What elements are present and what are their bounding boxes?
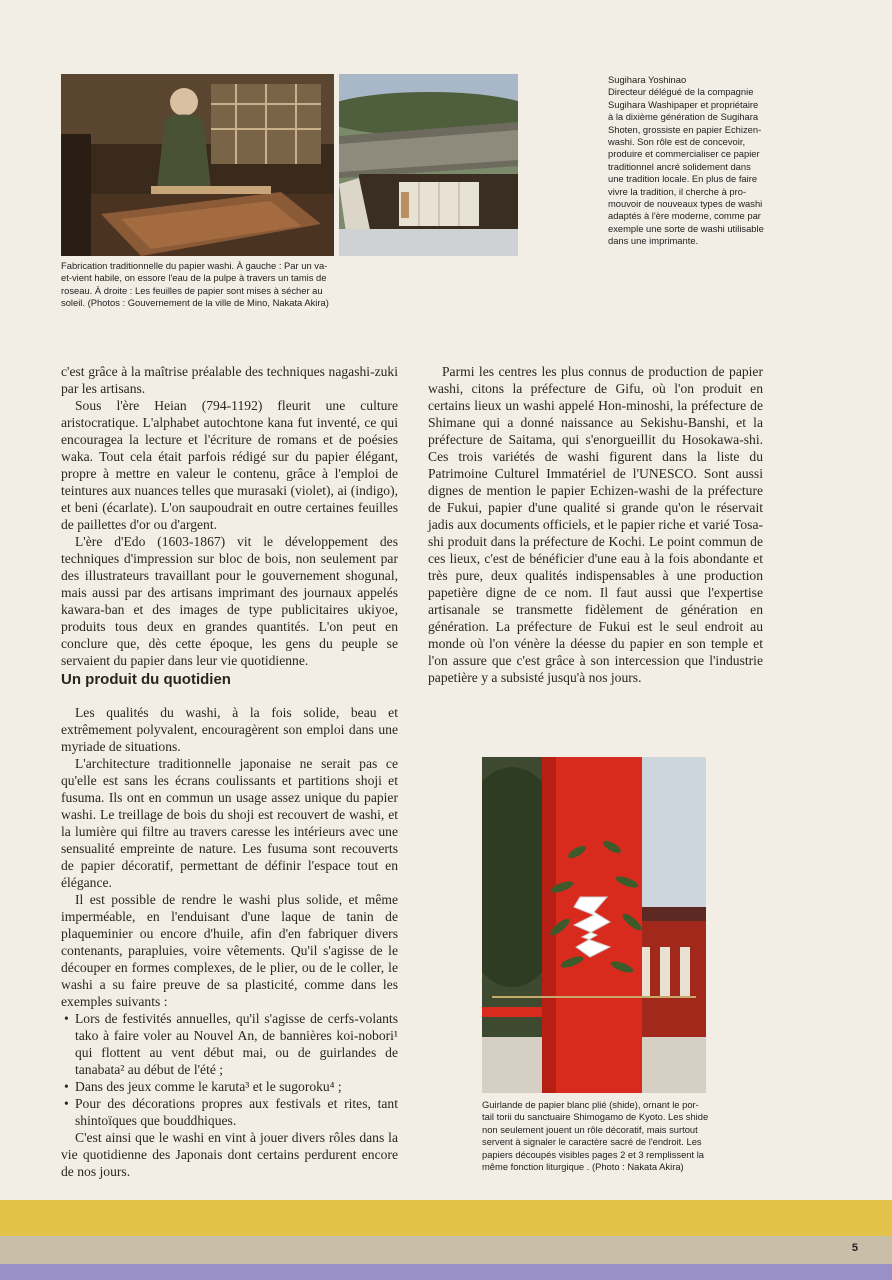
paragraph: Parmi les centres les plus connus de production de papier washi, citons la préfecture de Gifu, où l'on produit en certains lieux un washi appelé Hon-minoshi, la préfecture de Shimane qui a donné naissance au Sekishu-Banshi, et la préfecture de Saitama, qui s'enorgueillit du Hosokawa-shi. Ces trois variétés de washi figurent dans la liste du Patrimoine Culturel Immatériel de l'UNESCO. Sont aussi dignes de mention le papier Echizen-washi de la préfecture de Fukui, papier d'une qualité si grande qu'on le réservait jadis aux documents officiels, et le papier riche et varié Tosa-shi produit dans la préfecture de Kochi. Le point commun de ces lieux, c'est de bénéficier d'une eau à la fois abondante et très pure, deux qualités indispensables à une production papetière digne de ce nom. Il faut aussi que l'expertise artisanale se transmette fidèlement de génération en génération. La préfecture de Fukui est le seul endroit au monde où l'on vénère la déesse du papier en son temple et l'on assure que c'est grâce à son intercession que l'industrie papetière y a subsisté jusqu'à nos jours.	[428, 364, 763, 685]
sugihara-line: traditionnel ancré solidement dans	[608, 160, 751, 172]
sugihara-line: Shoten, grossiste en papier Echizen-	[608, 123, 762, 135]
paper-drying-photo	[339, 74, 518, 256]
torii-caption-line: même fonction liturgique . (Photo : Nakata Akira)	[482, 1161, 684, 1173]
list-item: • Dans des jeux comme le karuta³ et le sugoroku⁴ ;	[61, 1078, 398, 1095]
sugihara-line: adaptés à l'ère moderne, comme par	[608, 210, 761, 222]
paragraph: L'ère d'Edo (1603-1867) vit le développement des techniques d'impression sur bloc de bois, non seulement par des illustrateurs travaillant pour le gouvernement shogunal, mais aussi par des artisans imprimant des journaux appelés kawara-ban et des images de type publicitaires ukiyoe, produits tous deux en grandes quantités. L'on peut en conclure que, dès cette époque, les gens du peuple se servaient du papier dans leur vie quotidienne.	[61, 534, 398, 668]
sugihara-line: washi. Son rôle est de concevoir,	[608, 136, 746, 148]
yellow-paper-band	[0, 1200, 892, 1240]
top-caption-line: Fabrication traditionnelle du papier washi. À gauche : Par un va-	[61, 260, 328, 271]
purple-paper-band	[0, 1264, 892, 1280]
sugihara-caption	[608, 74, 766, 248]
left-column-bottom	[61, 704, 398, 1180]
papermaking-photo	[61, 74, 334, 256]
torii-caption-line: papiers découpés visibles pages 2 et 3 remplissent la	[482, 1148, 705, 1160]
paragraph: Sous l'ère Heian (794-1192) fleurit une culture aristocratique. L'alphabet autochtone kana fut inventé, ce qui encouragea la lecture et l'écriture de romans et de poésies waka. Tout cela était parfois rédigé sur du papier élégant, propre à mettre en valeur le contenu, grâce à l'emploi de teintures aux nuances telles que murasaki (violet), ai (indigo), et beni (écarlate). L'on saupoudrait en outre certaines feuilles de paillettes d'or ou d'argent.	[61, 398, 398, 532]
top-photo-caption	[61, 260, 334, 310]
paragraph: L'architecture traditionnelle japonaise ne serait pas ce qu'elle est sans les écrans coulissants et partitions shoji et fusuma. Ils ont en commun un usage assez unique du papier washi. Le treillage de bois du shoji est recouvert de washi, et la lumière qui filtre au travers caresse les intérieurs avec une sensualité empreinte de nature. Les fusuma sont recouverts de papier décoratif, permettant de définir l'espace tout en élégance.	[61, 756, 398, 890]
paragraph: C'est ainsi que le washi en vint à jouer divers rôles dans la vie quotidienne des Japonais dont certains perdurent encore de nos jours.	[61, 1130, 398, 1179]
torii-caption-line: tail torii du sanctuaire Shimogamo de Kyoto. Les shide	[482, 1111, 709, 1123]
sugihara-line: Sugihara Washipaper et propriétaire	[608, 98, 759, 110]
paragraph: Les qualités du washi, à la fois solide, beau et extrêmement polyvalent, encouragèrent son emploi dans une myriade de situations.	[61, 705, 398, 754]
torii-shide-photo	[482, 757, 706, 1093]
speckled-paper-band	[0, 1236, 892, 1266]
paragraph: c'est grâce à la maîtrise préalable des techniques nagashi-zuki par les artisans.	[61, 364, 398, 396]
list-item: • Lors de festivités annuelles, qu'il s'agisse de cerfs-volants tako à faire voler au Nouvel An, de bannières koi-nobori¹ qui flottent au vent début mai, ou de guirlandes de tanabata² au début de l'été ;	[61, 1010, 398, 1078]
torii-caption	[482, 1099, 710, 1173]
page-number: 5	[851, 1242, 858, 1254]
sugihara-line: à la dixième génération de Sugihara	[608, 111, 759, 123]
left-column-top	[61, 363, 398, 669]
sugihara-line: Directeur délégué de la compagnie	[608, 86, 754, 98]
top-caption-line: roseau. À droite : Les feuilles de papier sont mises à sécher au	[61, 284, 323, 296]
torii-caption-line: servent à signaler le caractère sacré de l'endroit. Les	[482, 1136, 702, 1148]
sugihara-line: exemple une sorte de washi utilisable	[608, 222, 764, 234]
paragraph: Il est possible de rendre le washi plus solide, et même imperméable, en l'enduisant d'une laque de tanin de plaqueminier ou encore d'huile, afin d'en fabriquer divers contenants, parapluies, voire vêtements. Qu'il s'agisse de le découper en formes complexes, de le plier, ou de le coller, le washi a su faire preuve de sa plasticité, comme dans les exemples suivants :	[61, 892, 398, 1009]
list-item: • Pour des décorations propres aux festivals et rites, tant shintoïques que bouddhiques.	[61, 1095, 398, 1129]
right-column	[428, 363, 763, 686]
torii-caption-line: Guirlande de papier blanc plié (shide), ornant le por-	[482, 1099, 699, 1110]
torii-caption-line: non seulement jouent un rôle décoratif, mais surtout	[482, 1123, 698, 1135]
sugihara-line: produire et commercialiser ce papier	[608, 148, 760, 160]
top-caption-line: et-vient habile, on essore l'eau de la pulpe à travers un tamis de	[61, 272, 327, 284]
sugihara-line: vivre la tradition, il cherche à pro-	[608, 185, 747, 197]
top-caption-line: soleil. (Photos : Gouvernement de la ville de Mino, Nakata Akira)	[61, 297, 329, 309]
sugihara-line: une tradition locale. En plus de faire	[608, 173, 758, 185]
section-heading: Un produit du quotidien	[61, 671, 231, 688]
sugihara-line: mouvoir de nouveaux types de washi	[608, 198, 763, 210]
sugihara-line: dans une imprimante.	[608, 235, 699, 247]
example-list	[61, 1010, 398, 1129]
sugihara-name: Sugihara Yoshinao	[608, 74, 687, 85]
